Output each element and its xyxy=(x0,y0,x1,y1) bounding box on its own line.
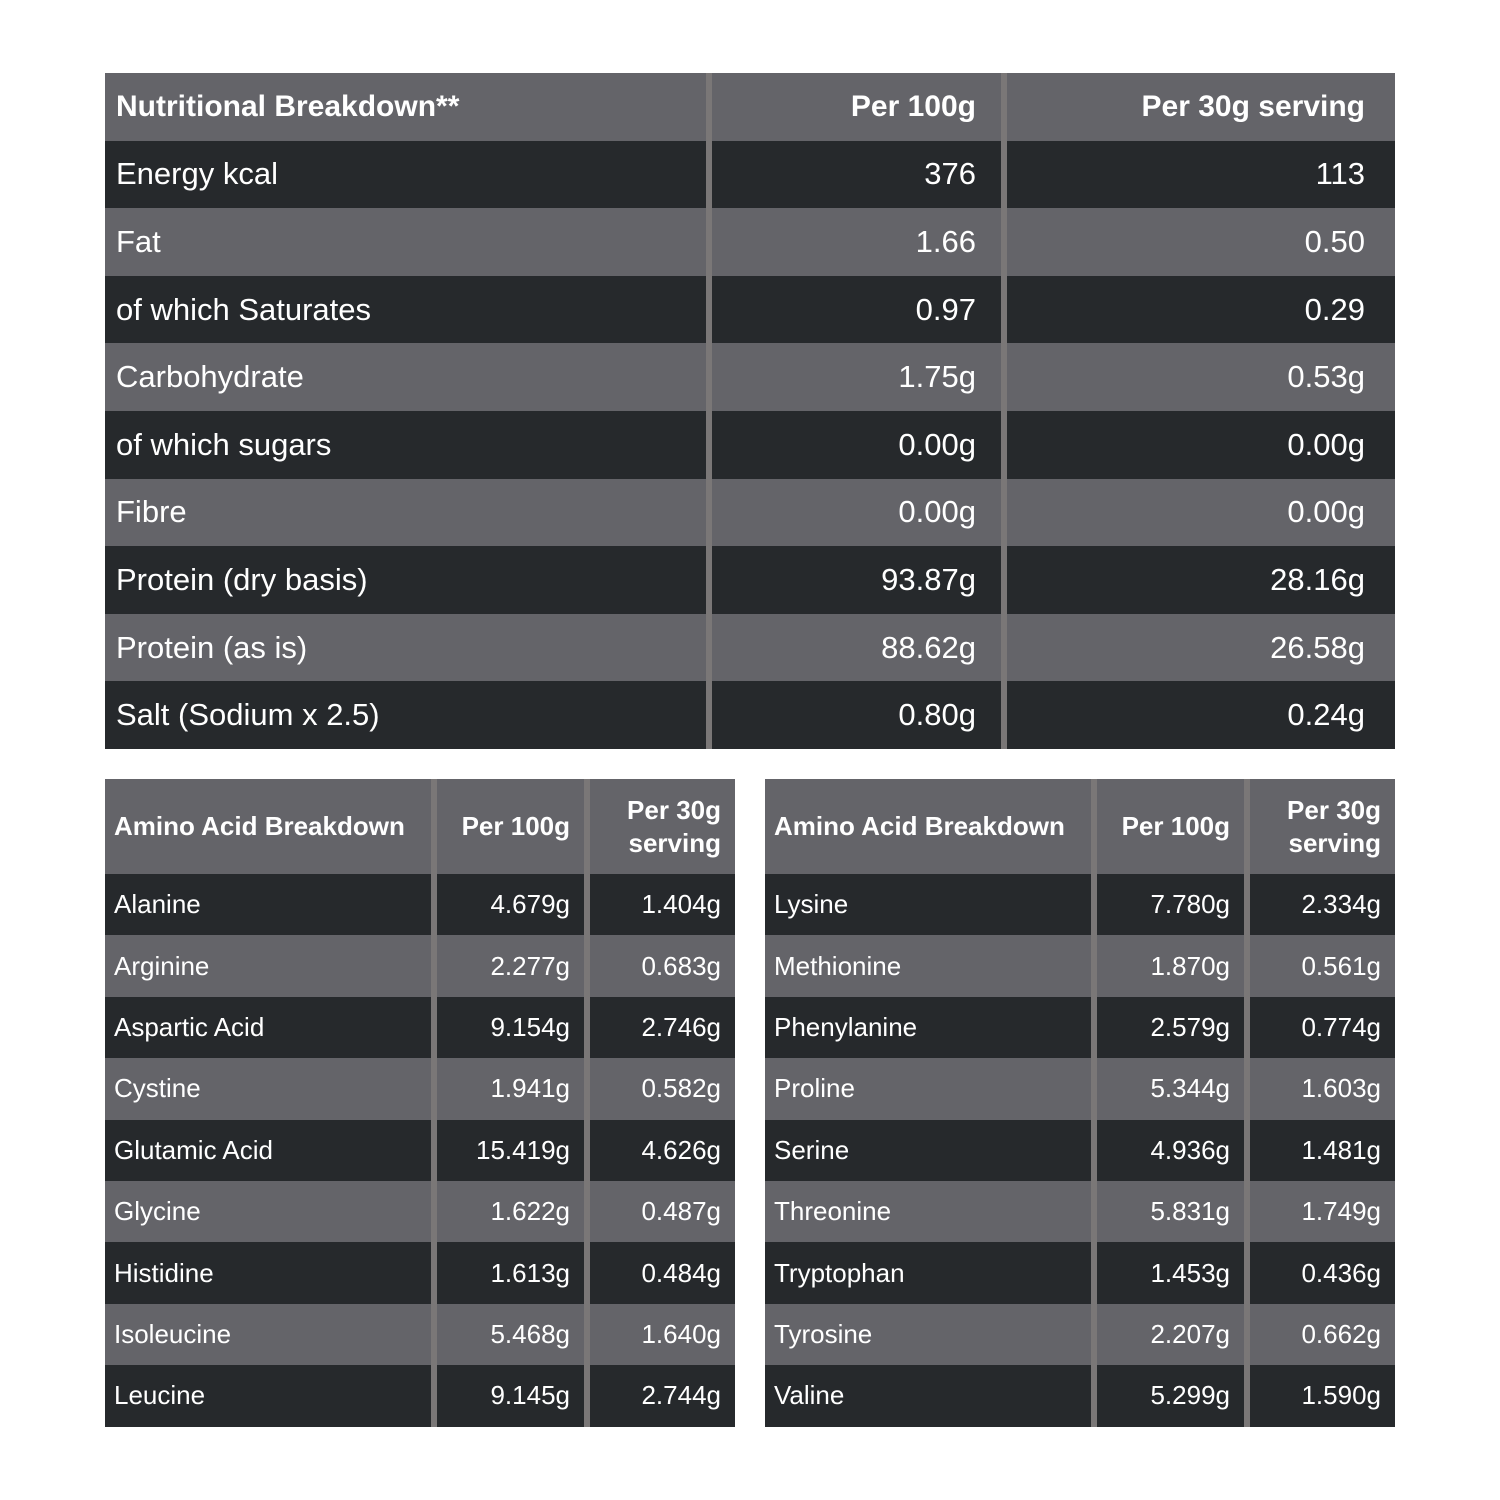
per-100g-cell: 2.207g xyxy=(1094,1304,1247,1365)
name-cell: Serine xyxy=(765,1120,1094,1181)
amino-acid-row xyxy=(105,1242,735,1303)
amino-right-header-per-serving: Per 30g serving xyxy=(1247,779,1395,874)
amino-acid-table-right xyxy=(765,779,1395,1427)
amino-left-header-name: Amino Acid Breakdown xyxy=(105,779,434,874)
per-serving-cell: 0.24g xyxy=(1004,681,1395,749)
name-cell: Salt (Sodium x 2.5) xyxy=(105,681,709,749)
amino-left-header-row xyxy=(105,779,735,874)
amino-acid-row xyxy=(105,997,735,1058)
nutrition-row xyxy=(105,546,1395,614)
per-serving-cell: 0.29 xyxy=(1004,276,1395,344)
per-100g-cell: 7.780g xyxy=(1094,874,1247,935)
amino-left-body xyxy=(105,779,735,1427)
per-100g-cell: 0.97 xyxy=(709,276,1004,344)
per-serving-cell: 2.746g xyxy=(587,997,735,1058)
amino-acid-row xyxy=(105,874,735,935)
per-100g-cell: 0.80g xyxy=(709,681,1004,749)
name-cell: Arginine xyxy=(105,935,434,996)
per-100g-cell: 1.66 xyxy=(709,208,1004,276)
per-serving-cell: 1.603g xyxy=(1247,1058,1395,1119)
amino-acid-row xyxy=(765,935,1395,996)
amino-left-header-per-100g: Per 100g xyxy=(434,779,587,874)
name-cell: Carbohydrate xyxy=(105,343,709,411)
per-serving-cell: 0.53g xyxy=(1004,343,1395,411)
per-100g-cell: 2.579g xyxy=(1094,997,1247,1058)
amino-acid-row xyxy=(765,1181,1395,1242)
amino-acid-row xyxy=(105,1304,735,1365)
nutrition-table-body xyxy=(105,73,1395,749)
nutrition-header-nutrient: Nutritional Breakdown** xyxy=(105,73,709,141)
nutrition-row xyxy=(105,276,1395,344)
name-cell: Valine xyxy=(765,1365,1094,1426)
per-serving-cell: 2.744g xyxy=(587,1365,735,1426)
per-100g-cell: 4.679g xyxy=(434,874,587,935)
per-serving-cell: 0.484g xyxy=(587,1242,735,1303)
per-serving-cell: 2.334g xyxy=(1247,874,1395,935)
per-100g-cell: 5.299g xyxy=(1094,1365,1247,1426)
nutrition-row xyxy=(105,681,1395,749)
per-100g-cell: 1.870g xyxy=(1094,935,1247,996)
per-serving-cell: 28.16g xyxy=(1004,546,1395,614)
nutrition-row xyxy=(105,343,1395,411)
name-cell: Glycine xyxy=(105,1181,434,1242)
name-cell: Aspartic Acid xyxy=(105,997,434,1058)
amino-acid-row xyxy=(765,874,1395,935)
per-100g-cell: 1.75g xyxy=(709,343,1004,411)
amino-acid-row xyxy=(765,1058,1395,1119)
name-cell: Phenylanine xyxy=(765,997,1094,1058)
amino-acid-row xyxy=(105,1058,735,1119)
per-serving-cell: 26.58g xyxy=(1004,614,1395,682)
name-cell: Tyrosine xyxy=(765,1304,1094,1365)
amino-acid-row xyxy=(105,1181,735,1242)
per-serving-cell: 0.436g xyxy=(1247,1242,1395,1303)
amino-acid-row xyxy=(765,1120,1395,1181)
name-cell: Lysine xyxy=(765,874,1094,935)
nutrition-table xyxy=(105,73,1395,749)
name-cell: Fat xyxy=(105,208,709,276)
amino-acid-row xyxy=(105,1120,735,1181)
name-cell: of which sugars xyxy=(105,411,709,479)
per-serving-cell: 0.774g xyxy=(1247,997,1395,1058)
amino-acid-row xyxy=(765,997,1395,1058)
per-serving-cell: 113 xyxy=(1004,141,1395,209)
amino-right-header-row xyxy=(765,779,1395,874)
name-cell: Proline xyxy=(765,1058,1094,1119)
per-100g-cell: 0.00g xyxy=(709,479,1004,547)
per-100g-cell: 5.831g xyxy=(1094,1181,1247,1242)
per-serving-cell: 4.626g xyxy=(587,1120,735,1181)
per-100g-cell: 1.622g xyxy=(434,1181,587,1242)
per-serving-cell: 0.50 xyxy=(1004,208,1395,276)
name-cell: Protein (as is) xyxy=(105,614,709,682)
amino-acid-table-left xyxy=(105,779,735,1427)
amino-left-header-per-serving: Per 30g serving xyxy=(587,779,735,874)
per-100g-cell: 9.154g xyxy=(434,997,587,1058)
nutrition-row xyxy=(105,614,1395,682)
name-cell: Energy kcal xyxy=(105,141,709,209)
amino-right-header-per-100g: Per 100g xyxy=(1094,779,1247,874)
per-serving-cell: 1.590g xyxy=(1247,1365,1395,1426)
name-cell: Protein (dry basis) xyxy=(105,546,709,614)
per-100g-cell: 1.453g xyxy=(1094,1242,1247,1303)
per-serving-cell: 1.481g xyxy=(1247,1120,1395,1181)
per-serving-cell: 0.487g xyxy=(587,1181,735,1242)
name-cell: Leucine xyxy=(105,1365,434,1426)
per-100g-cell: 2.277g xyxy=(434,935,587,996)
per-serving-cell: 1.404g xyxy=(587,874,735,935)
amino-acid-row xyxy=(105,1365,735,1426)
name-cell: Cystine xyxy=(105,1058,434,1119)
per-100g-cell: 0.00g xyxy=(709,411,1004,479)
per-serving-cell: 1.640g xyxy=(587,1304,735,1365)
per-100g-cell: 5.468g xyxy=(434,1304,587,1365)
per-100g-cell: 376 xyxy=(709,141,1004,209)
per-100g-cell: 9.145g xyxy=(434,1365,587,1426)
per-100g-cell: 88.62g xyxy=(709,614,1004,682)
amino-acid-row xyxy=(765,1304,1395,1365)
amino-right-body xyxy=(765,779,1395,1427)
per-100g-cell: 15.419g xyxy=(434,1120,587,1181)
per-100g-cell: 1.941g xyxy=(434,1058,587,1119)
amino-right-header-name: Amino Acid Breakdown xyxy=(765,779,1094,874)
nutrition-header-per-serving: Per 30g serving xyxy=(1004,73,1395,141)
name-cell: Glutamic Acid xyxy=(105,1120,434,1181)
nutrition-header-per-100g: Per 100g xyxy=(709,73,1004,141)
nutrition-row xyxy=(105,479,1395,547)
nutrition-row xyxy=(105,141,1395,209)
name-cell: Isoleucine xyxy=(105,1304,434,1365)
nutrition-row xyxy=(105,411,1395,479)
per-serving-cell: 0.00g xyxy=(1004,411,1395,479)
per-100g-cell: 4.936g xyxy=(1094,1120,1247,1181)
per-serving-cell: 0.662g xyxy=(1247,1304,1395,1365)
per-100g-cell: 93.87g xyxy=(709,546,1004,614)
per-serving-cell: 0.561g xyxy=(1247,935,1395,996)
name-cell: Threonine xyxy=(765,1181,1094,1242)
nutrition-row xyxy=(105,208,1395,276)
amino-acid-row xyxy=(765,1242,1395,1303)
name-cell: Tryptophan xyxy=(765,1242,1094,1303)
name-cell: of which Saturates xyxy=(105,276,709,344)
per-100g-cell: 1.613g xyxy=(434,1242,587,1303)
per-100g-cell: 5.344g xyxy=(1094,1058,1247,1119)
nutrition-header-row xyxy=(105,73,1395,141)
name-cell: Alanine xyxy=(105,874,434,935)
per-serving-cell: 0.582g xyxy=(587,1058,735,1119)
per-serving-cell: 0.683g xyxy=(587,935,735,996)
name-cell: Histidine xyxy=(105,1242,434,1303)
per-serving-cell: 1.749g xyxy=(1247,1181,1395,1242)
name-cell: Fibre xyxy=(105,479,709,547)
name-cell: Methionine xyxy=(765,935,1094,996)
per-serving-cell: 0.00g xyxy=(1004,479,1395,547)
amino-acid-row xyxy=(765,1365,1395,1426)
amino-acid-row xyxy=(105,935,735,996)
